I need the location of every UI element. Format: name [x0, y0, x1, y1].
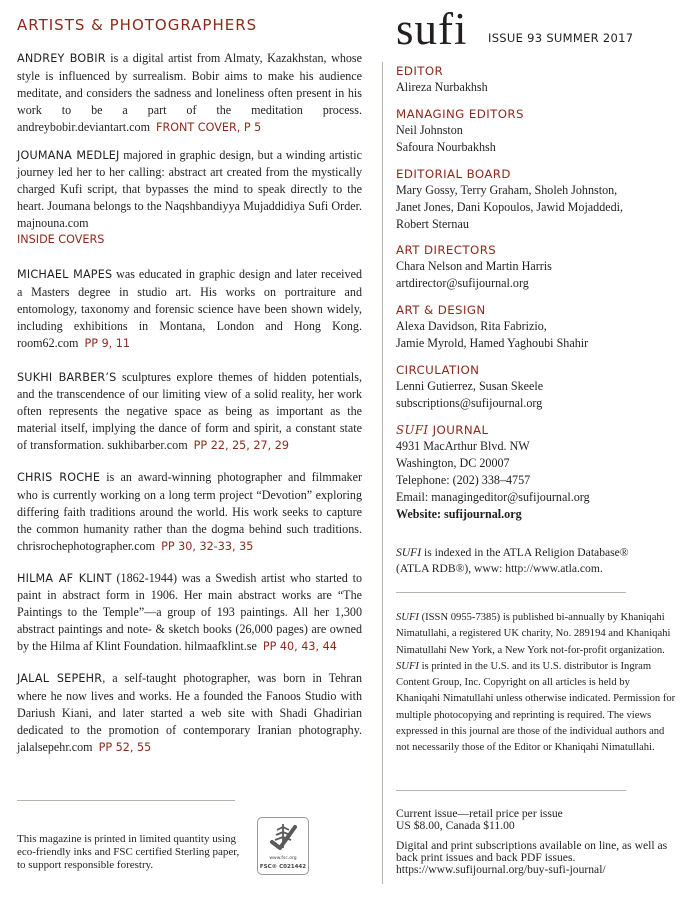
- divider-rule: [396, 592, 626, 593]
- section-editor: [396, 63, 681, 96]
- staff-column: [396, 63, 681, 532]
- fsc-license-code: FSC® C021442: [259, 864, 307, 870]
- divider-rule: [396, 790, 626, 791]
- artist-bio: sculptures explore themes of hidden potentials, and the transcendence of our limiting view of a solid reality, her work often represents the negative space as being as important as the material itself, implying the dance of form and spirit, a constant state of transformation. sukhibarber.com: [17, 369, 362, 453]
- artist-entry-klint: [17, 570, 362, 657]
- section-editorial-board: [396, 166, 681, 233]
- staff-line: Jamie Myrold, Hamed Yaghoubi Shahir: [396, 336, 589, 351]
- artist-bio: majored in graphic design, but a winding artistic journey led her to her calling: abstract art created from the mystically charged Kufi script, that bypasses the mind to speak directly to the heart. Joumana belongs to the Naqshbandiyya Mujaddidiya Sufi Order. majnouna.com: [17, 147, 362, 231]
- issn-italic: SUFI: [396, 660, 419, 672]
- journal-title-rest: JOURNAL: [428, 422, 489, 437]
- column-divider: [382, 62, 383, 884]
- artist-pages: PP 52, 55: [98, 740, 152, 754]
- artist-entry-sepehr: [17, 670, 362, 757]
- section-title: ART DIRECTORS: [396, 243, 497, 258]
- telephone-line: Telephone: (202) 338–4757: [396, 472, 531, 487]
- artist-entry-medlej: [17, 147, 362, 249]
- section-title: EDITOR: [396, 64, 444, 78]
- artist-name: ANDREY BOBIR: [17, 52, 106, 65]
- artist-pages: PP 40, 43, 44: [262, 640, 337, 654]
- artist-bio: was educated in graphic design and later received a Masters degree in studio art. His works on portraiture and entomology, taxonomy and forensic science have been shown widely, including exhibitions in Montana, London and Hong Kong. room62.com: [17, 266, 363, 350]
- fsc-logo: [257, 817, 309, 875]
- masthead: [396, 4, 686, 54]
- staff-line: Alireza Nurbakhsh: [396, 80, 488, 94]
- section-art-design: [396, 302, 681, 352]
- section-title: EDITORIAL BOARD: [396, 166, 511, 181]
- section-title: CIRCULATION: [396, 363, 480, 378]
- section-sufi-journal: [396, 422, 681, 523]
- price-line: US $8.00, Canada $11.00: [396, 819, 515, 832]
- section-title: [396, 422, 681, 438]
- artist-bio: is a digital artist from Almaty, Kazakhstan, whose style is influenced by surrealism. Bobir aims to make his audience meditate, and considers the sadness and loneliness often present in his work to be a part of the meditation process. andreybobir.deviantart.com: [17, 51, 362, 134]
- website-line: Website: sufijournal.org: [396, 506, 522, 521]
- artist-name: CHRIS ROCHE: [17, 471, 101, 485]
- staff-line: Lenni Gutierrez, Susan Skeele: [396, 379, 544, 394]
- section-title: ART & DESIGN: [396, 303, 486, 318]
- artist-entry-roche: [17, 469, 362, 556]
- artist-bio: is an award-winning photographer and filmmaker who is currently working on a long term project “Devotion” exploring differing faith traditions around the world. His work seeks to capture the common humanity rather than the dogma behind such traditions. chrisrochephotographer.com: [17, 470, 362, 553]
- staff-line: Janet Jones, Dani Kopoulos, Jawid Mojaddedi,: [396, 199, 624, 214]
- artist-pages: PP 30, 32-33, 35: [161, 539, 254, 553]
- journal-title-italic: SUFI: [396, 422, 429, 437]
- staff-line: Safoura Nourbakhsh: [396, 139, 496, 154]
- artists-heading: ARTISTS & PHOTOGRAPHERS: [17, 16, 258, 34]
- section-circulation: [396, 362, 681, 412]
- subscription-line: Digital and print subscriptions available on line, as well as back print issues and back PDF issues.: [396, 839, 668, 864]
- issue-line: ISSUE 93 SUMMER 2017: [488, 31, 634, 45]
- section-managing-editors: [396, 106, 681, 156]
- issn-text: (ISSN 0955-7385) is published bi-annually by Khaniqahi Nimatullahi, a registered UK charity, No. 289194 and Khaniqahi Nimatullahi New York, a New York not-for-profit organization.: [396, 612, 671, 656]
- issn-text: is printed in the U.S. and its U.S. distributor is Ingram Content Group, Inc. Copyright on all articles is held by Khaniqahi Nimatullahi unless otherwise indicated. Permission for multiple photocopying and reprinting is required. The views expressed in this journal are those of the individual authors and not necessarily those of the Editor or Khaniqahi Nimatullahi.: [396, 660, 676, 754]
- artist-bio: , a self-taught photographer, was born in Tehran where he now lives and works. He a founded the Fanoos Studio with Dariush Kiani, and later started a web site with Shadi Ghadirian dedicated to the promotion of contemporary Iranian photography. jalalsepehr.com: [17, 671, 362, 754]
- address-line: 4931 MacArthur Blvd. NW: [396, 438, 530, 453]
- artist-name: JALAL SEPEHR: [17, 672, 103, 686]
- staff-line: Alexa Davidson, Rita Fabrizio,: [396, 319, 547, 334]
- artist-pages: PP 22, 25, 27, 29: [193, 439, 290, 453]
- staff-line: Mary Gossy, Terry Graham, Sholeh Johnston,: [396, 182, 618, 197]
- artist-entry-barber: [17, 369, 362, 456]
- artist-pages: PP 9, 11: [84, 336, 131, 350]
- subscription-url: https://www.sufijournal.org/buy-sufi-journal/: [396, 863, 606, 876]
- atla-note: [396, 545, 646, 576]
- price-note: [396, 808, 676, 876]
- artists-column: [17, 16, 362, 769]
- magazine-title: sufi: [396, 4, 468, 54]
- section-title: MANAGING EDITORS: [396, 106, 524, 121]
- eco-print-note: This magazine is printed in limited quantity using eco-friendly inks and FSC certified Sterling paper, to support responsible forestry.: [17, 833, 240, 871]
- artist-entry-bobir: [17, 50, 362, 137]
- artist-bio: (1862-1944) was a Swedish artist who started to paint in abstract form in 1906. Her main abstract works are “The Paintings to the Temple”—a group of 193 paintings. All her 1,300 abstract paintings and note- & sketch books (26,000 pages) are owned by the Hilma af Klint Foundation. hilmaafklint.se: [17, 570, 362, 654]
- staff-email: subscriptions@sufijournal.org: [396, 395, 543, 410]
- artist-name: MICHAEL MAPES: [17, 267, 113, 281]
- staff-email: artdirector@sufijournal.org: [396, 276, 529, 291]
- atla-text: is indexed in the ATLA Religion Database® (ATLA RDB®), www: http://www.atla.com.: [396, 546, 629, 575]
- issn-note: [396, 610, 676, 757]
- staff-line: Chara Nelson and Martin Harris: [396, 259, 552, 274]
- email-line: Email: managingeditor@sufijournal.org: [396, 489, 590, 504]
- issn-italic: SUFI: [396, 612, 419, 623]
- artist-name: HILMA AF KLINT: [17, 571, 112, 585]
- address-line: Washington, DC 20007: [396, 455, 510, 470]
- artist-name: SUKHI BARBER’S: [17, 370, 117, 384]
- artist-pages: INSIDE COVERS: [17, 233, 105, 247]
- staff-line: Robert Sternau: [396, 216, 469, 231]
- divider-rule: [17, 800, 235, 801]
- artist-pages: FRONT COVER, P 5: [156, 120, 262, 134]
- artist-entry-mapes: [17, 266, 362, 353]
- fsc-tree-icon: [258, 818, 308, 856]
- staff-line: Neil Johnston: [396, 122, 463, 137]
- fsc-url: www.fsc.org: [269, 856, 297, 861]
- atla-italic: SUFI: [396, 546, 422, 559]
- artist-name: JOUMANA MEDLEJ: [17, 148, 120, 162]
- section-art-directors: [396, 242, 681, 292]
- price-line: Current issue—retail price per issue: [396, 807, 563, 820]
